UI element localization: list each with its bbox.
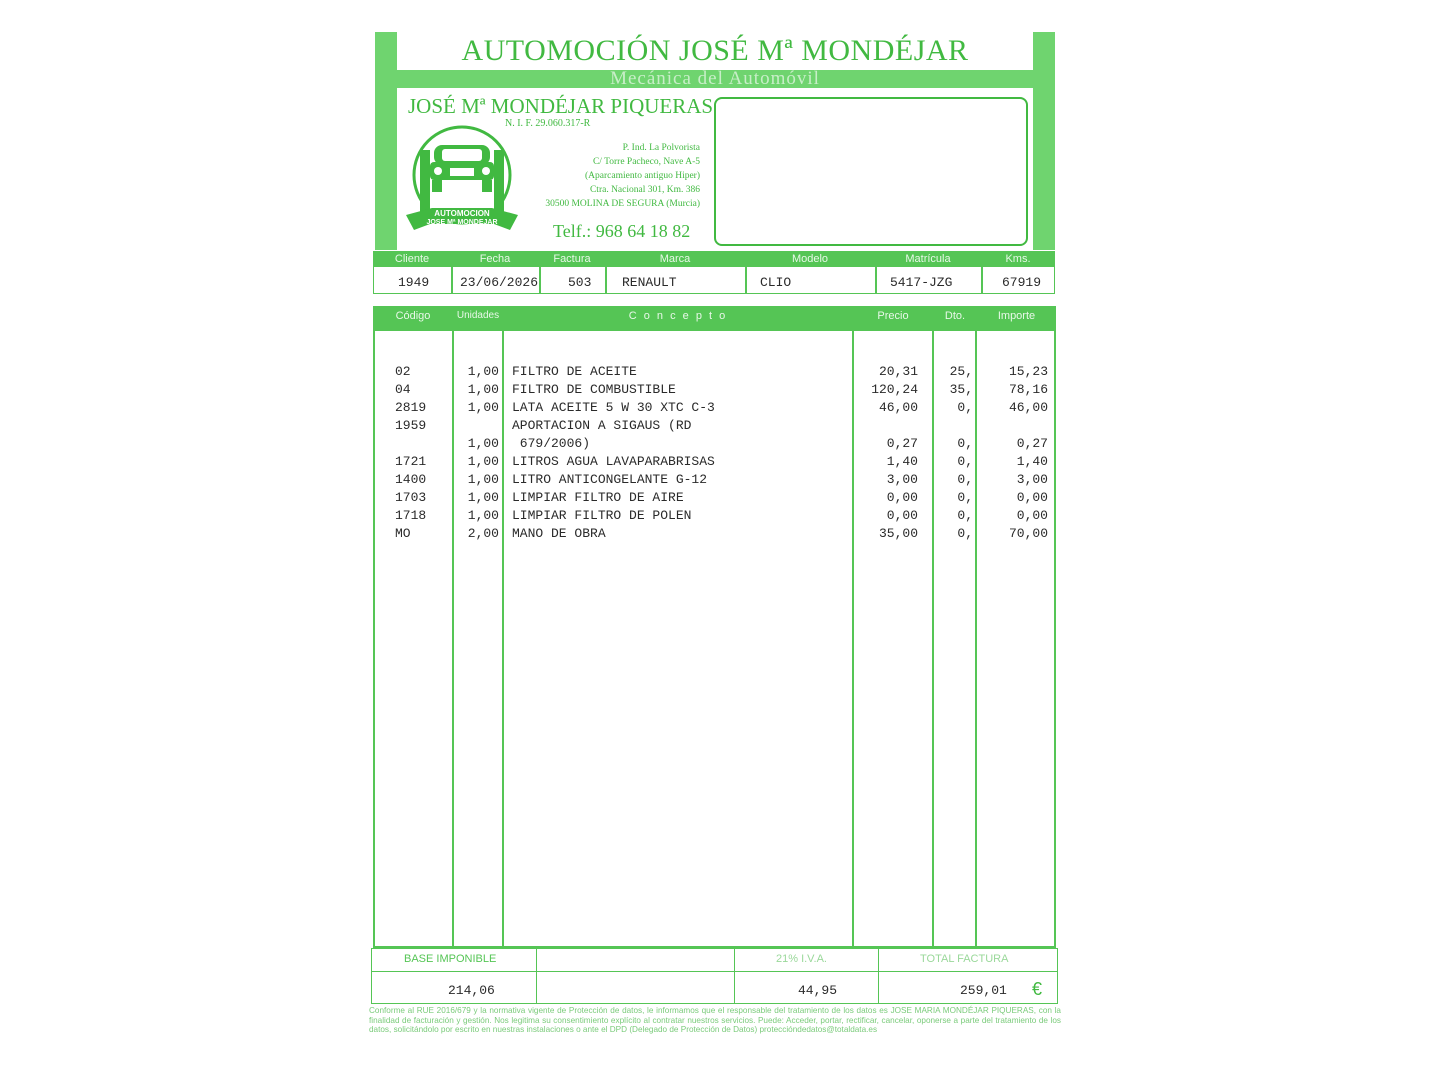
line-units: 2,00 bbox=[467, 526, 499, 541]
kilometers: 67919 bbox=[1002, 275, 1042, 290]
info-header-cell: Marca bbox=[659, 253, 691, 265]
line-description: LIMPIAR FILTRO DE POLEN bbox=[512, 508, 692, 523]
info-header-cell: Cliente bbox=[394, 253, 430, 265]
line-price: 1,40 bbox=[886, 454, 918, 469]
line-units: 1,00 bbox=[467, 436, 499, 451]
address-line: C/ Torre Pacheco, Nave A-5 bbox=[592, 157, 700, 167]
nif: N. I. F. 29.060.317-R bbox=[505, 118, 591, 129]
line-price: 0,27 bbox=[886, 436, 918, 451]
info-header bbox=[373, 251, 1055, 267]
info-header-cell: Modelo bbox=[791, 253, 829, 265]
line-code: 1703 bbox=[395, 490, 427, 505]
euro-icon: € bbox=[1032, 979, 1043, 999]
invoice-number: 503 bbox=[568, 275, 592, 290]
info-values bbox=[373, 267, 1055, 294]
line-description: FILTRO DE COMBUSTIBLE bbox=[512, 382, 676, 397]
line-units: 1,00 bbox=[467, 382, 499, 397]
line-price: 46,00 bbox=[878, 400, 918, 415]
address-line: P. Ind. La Polvorista bbox=[622, 143, 700, 153]
line-discount: 0, bbox=[957, 526, 973, 541]
line-units: 1,00 bbox=[467, 454, 499, 469]
lines-header-cell: Código bbox=[395, 310, 431, 322]
line-amount: 15,23 bbox=[1008, 364, 1048, 379]
license-plate: 5417-JZG bbox=[890, 275, 953, 290]
line-description: LATA ACEITE 5 W 30 XTC C-3 bbox=[512, 400, 715, 415]
line-units: 1,00 bbox=[467, 400, 499, 415]
vehicle-make: RENAULT bbox=[622, 275, 677, 290]
line-amount: 0,27 bbox=[1016, 436, 1048, 451]
column-divider bbox=[745, 251, 747, 294]
line-price: 20,31 bbox=[878, 364, 918, 379]
line-description: MANO DE OBRA bbox=[512, 526, 606, 541]
line-discount: 0, bbox=[957, 490, 973, 505]
line-code: MO bbox=[395, 526, 411, 541]
info-header-cell: Fecha bbox=[479, 253, 511, 265]
table-row bbox=[373, 364, 1056, 382]
line-amount: 3,00 bbox=[1016, 472, 1048, 487]
table-row bbox=[373, 472, 1056, 490]
address-line: (Aparcamiento antiguo Hiper) bbox=[584, 171, 700, 181]
line-discount: 0, bbox=[957, 508, 973, 523]
address-line: 30500 MOLINA DE SEGURA (Murcia) bbox=[545, 199, 700, 209]
column-divider bbox=[981, 251, 983, 294]
base-label: BASE IMPONIBLE bbox=[404, 953, 497, 965]
line-price: 3,00 bbox=[886, 472, 918, 487]
column-divider bbox=[451, 251, 453, 294]
lines-header-cell: Importe bbox=[997, 310, 1036, 322]
line-description: LITROS AGUA LAVAPARABRISAS bbox=[512, 454, 715, 469]
lines-header-cell: Unidades bbox=[456, 310, 500, 321]
lines-header-cell: C o n c e p t o bbox=[628, 310, 728, 322]
client-address-box bbox=[714, 97, 1028, 246]
client-number: 1949 bbox=[398, 275, 430, 290]
line-discount: 35, bbox=[949, 382, 973, 397]
line-price: 0,00 bbox=[886, 490, 918, 505]
phone: Telf.: 968 64 18 82 bbox=[553, 221, 691, 241]
line-code: 1718 bbox=[395, 508, 427, 523]
line-price: 0,00 bbox=[886, 508, 918, 523]
legal-notice: Conforme al RUE 2016/679 y la normativa vigente de Protección de datos, le informamos que el responsable del tratamiento de los datos es JOSE MARIA MONDÉJAR PIQUERAS, con la finalidad de facturación y gestión. Nos legitima su consentimiento explícito al contratar nuestros servicios. Puede: Acceder, portar, rectificar, cancelar, oponerse a parte del tratamiento de los datos, solicitándolo por escrito en nuestras instalaciones o ante el DPD (Delegado de Protección de Datos) proteccióndedatos@totaldata.es bbox=[369, 1006, 1061, 1034]
table-row bbox=[373, 382, 1056, 400]
line-amount: 46,00 bbox=[1008, 400, 1048, 415]
lines-header bbox=[373, 306, 1056, 331]
column-divider bbox=[875, 251, 877, 294]
table-row bbox=[373, 454, 1056, 472]
line-amount: 78,16 bbox=[1008, 382, 1048, 397]
company-title: AUTOMOCIÓN JOSÉ Mª MONDÉJAR bbox=[461, 34, 969, 67]
totals-box bbox=[371, 948, 1058, 1004]
vehicle-model: CLIO bbox=[760, 275, 792, 290]
logo-text: AUTOMOCION bbox=[434, 209, 490, 218]
lines-header-cell: Precio bbox=[877, 310, 909, 322]
column-divider bbox=[878, 949, 879, 1003]
company-logo bbox=[402, 120, 522, 250]
table-row bbox=[373, 526, 1056, 544]
address-line: Ctra. Nacional 301, Km. 386 bbox=[589, 185, 700, 195]
line-description: APORTACION A SIGAUS (RD bbox=[512, 418, 692, 433]
line-amount: 70,00 bbox=[1008, 526, 1048, 541]
info-header-cell: Kms. bbox=[1005, 253, 1031, 265]
line-code: 02 bbox=[395, 364, 411, 379]
table-row bbox=[373, 490, 1056, 508]
owner-name: JOSÉ Mª MONDÉJAR PIQUERAS bbox=[408, 94, 714, 118]
invoice-date: 23/06/2026 bbox=[460, 275, 539, 290]
line-discount: 0, bbox=[957, 472, 973, 487]
column-divider bbox=[605, 251, 607, 294]
line-code: 1721 bbox=[395, 454, 427, 469]
line-units: 1,00 bbox=[467, 472, 499, 487]
logo-text: JOSE Mª MONDEJAR bbox=[426, 219, 498, 226]
info-header-cell: Matrícula bbox=[905, 253, 951, 265]
company-subtitle: Mecánica del Automóvil bbox=[610, 68, 820, 89]
iva-value: 44,95 bbox=[798, 983, 838, 998]
line-units: 1,00 bbox=[467, 364, 499, 379]
iva-label: 21% I.V.A. bbox=[776, 953, 827, 965]
total-value: 259,01 bbox=[960, 983, 1007, 998]
line-code: 1400 bbox=[395, 472, 427, 487]
line-amount: 0,00 bbox=[1016, 508, 1048, 523]
line-description: LIMPIAR FILTRO DE AIRE bbox=[512, 490, 684, 505]
line-amount: 0,00 bbox=[1016, 490, 1048, 505]
line-units: 1,00 bbox=[467, 490, 499, 505]
info-header-cell: Factura bbox=[553, 253, 591, 265]
column-divider bbox=[734, 949, 735, 1003]
column-divider bbox=[539, 251, 541, 294]
line-description: LITRO ANTICONGELANTE G-12 bbox=[512, 472, 708, 487]
line-code: 04 bbox=[395, 382, 411, 397]
table-row bbox=[373, 418, 1056, 436]
line-price: 35,00 bbox=[878, 526, 918, 541]
line-code: 1959 bbox=[395, 418, 427, 433]
total-label: TOTAL FACTURA bbox=[920, 953, 1009, 965]
totals-divider bbox=[372, 971, 1057, 972]
column-divider bbox=[536, 949, 537, 1003]
lines-header-cell: Dto. bbox=[944, 310, 966, 322]
line-amount: 1,40 bbox=[1016, 454, 1048, 469]
line-discount: 0, bbox=[957, 454, 973, 469]
line-units: 1,00 bbox=[467, 508, 499, 523]
line-discount: 0, bbox=[957, 400, 973, 415]
table-row bbox=[373, 508, 1056, 526]
base-value: 214,06 bbox=[448, 983, 495, 998]
line-price: 120,24 bbox=[871, 382, 918, 397]
line-discount: 25, bbox=[949, 364, 973, 379]
line-discount: 0, bbox=[957, 436, 973, 451]
line-description: 679/2006) bbox=[512, 436, 591, 451]
line-code: 2819 bbox=[395, 400, 427, 415]
table-row bbox=[373, 436, 1056, 454]
line-description: FILTRO DE ACEITE bbox=[512, 364, 637, 379]
table-row bbox=[373, 400, 1056, 418]
